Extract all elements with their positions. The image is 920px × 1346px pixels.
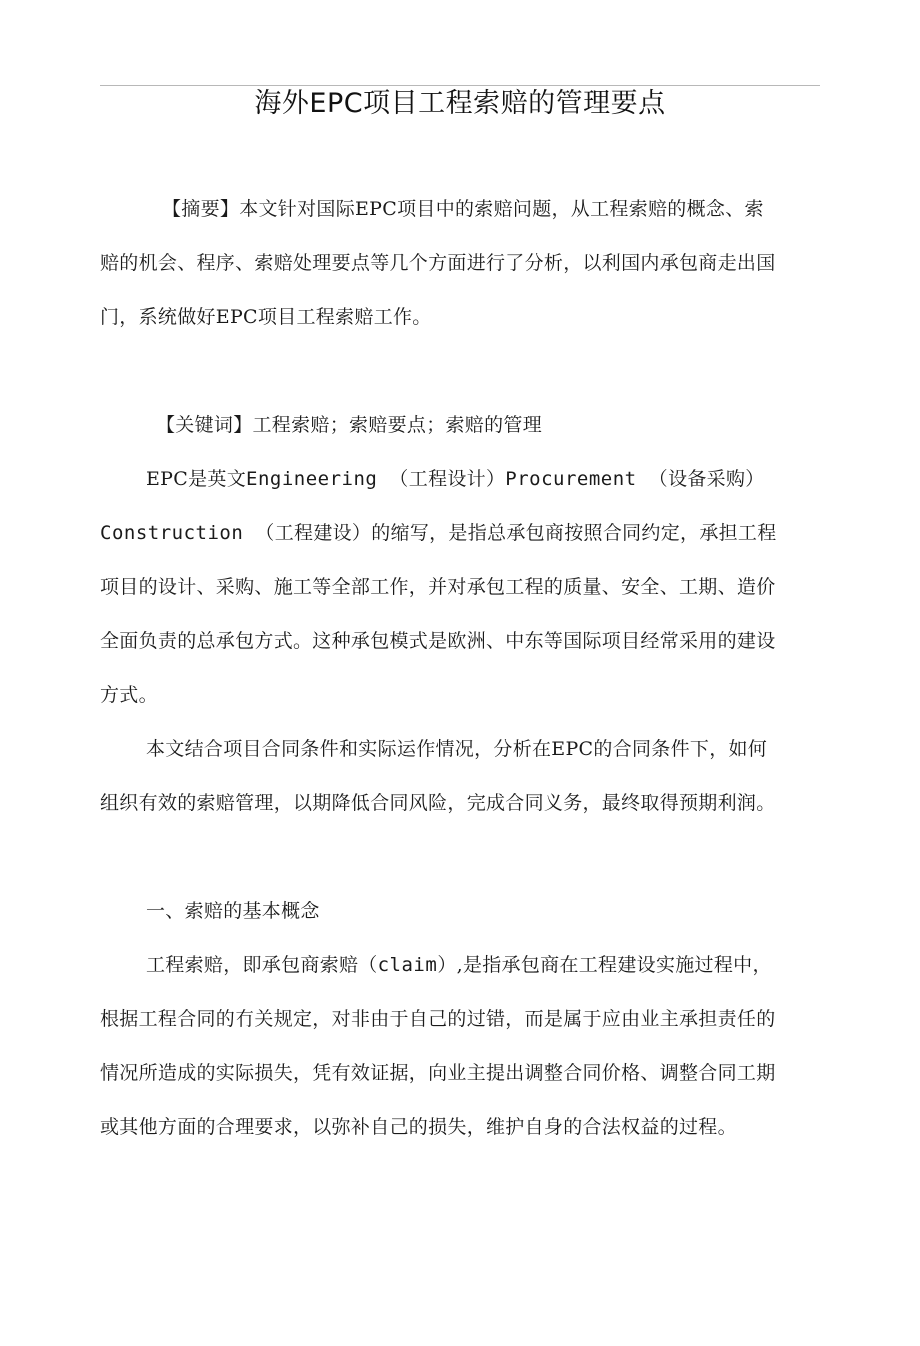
- epc-text-4: 工程建设）的缩写，是指总承包商按照合同约定，承担工程项目的设计、采购、施工等全部工作，并对承包工程的质量、安全、工期、造价全面负责的总承包方式。这种承包模式是欧洲、中东等国际项目经常采用的建设方式。: [100, 522, 777, 706]
- claim-text-2: ）,是指承包商在工程建设实施过程中，根据工程合同的冇关规定，对非由于自己的过错，而是属于应由业主承担责任的情况所造成的实际损失，凭有效证据，向业主提出调整合同价格、调整合同工期或其他方面的合理要求，以弥补自己的损失，维护自身的合法权益的过程。: [100, 954, 776, 1138]
- abstract-paragraph: 【摘要】本文针对国际EPC项目中的索赔问题，从工程索赔的概念、索赔的机会、程序、索赔处理要点等几个方面进行了分析，以利国内承包商走出国门，系统做好EPC项目工程索赔工作。: [100, 198, 776, 328]
- epc-text-1: EPC是英文: [146, 468, 246, 490]
- epc-text-3: 设备采购）: [668, 468, 765, 490]
- purpose-paragraph: 本文结合项目合同条件和实际运作情况，分析在EPC的合同条件下，如何组织有效的索赔管理，以期降低合同风险，完成合同义务，最终取得预期利润。: [100, 738, 776, 814]
- claim-term: claim: [377, 954, 438, 976]
- epc-definition-paragraph: [100, 452, 780, 722]
- epc-text-2: 工程设计）: [408, 468, 506, 490]
- claim-definition-paragraph: [100, 938, 780, 1154]
- section-1-heading: 一、索赔的基本概念: [146, 900, 320, 922]
- epc-term-engineering: Engineering （: [246, 468, 409, 490]
- epc-term-construction: Construction （: [100, 522, 275, 544]
- epc-term-procurement: Procurement （: [505, 468, 669, 490]
- claim-text-1: 工程索赔，即承包商索赔（: [146, 954, 378, 976]
- document-title: 海外EPC项目工程索赔的管理要点: [254, 88, 666, 119]
- keywords-paragraph: 【关键词】工程索赔；索赔要点；索赔的管理: [156, 414, 543, 436]
